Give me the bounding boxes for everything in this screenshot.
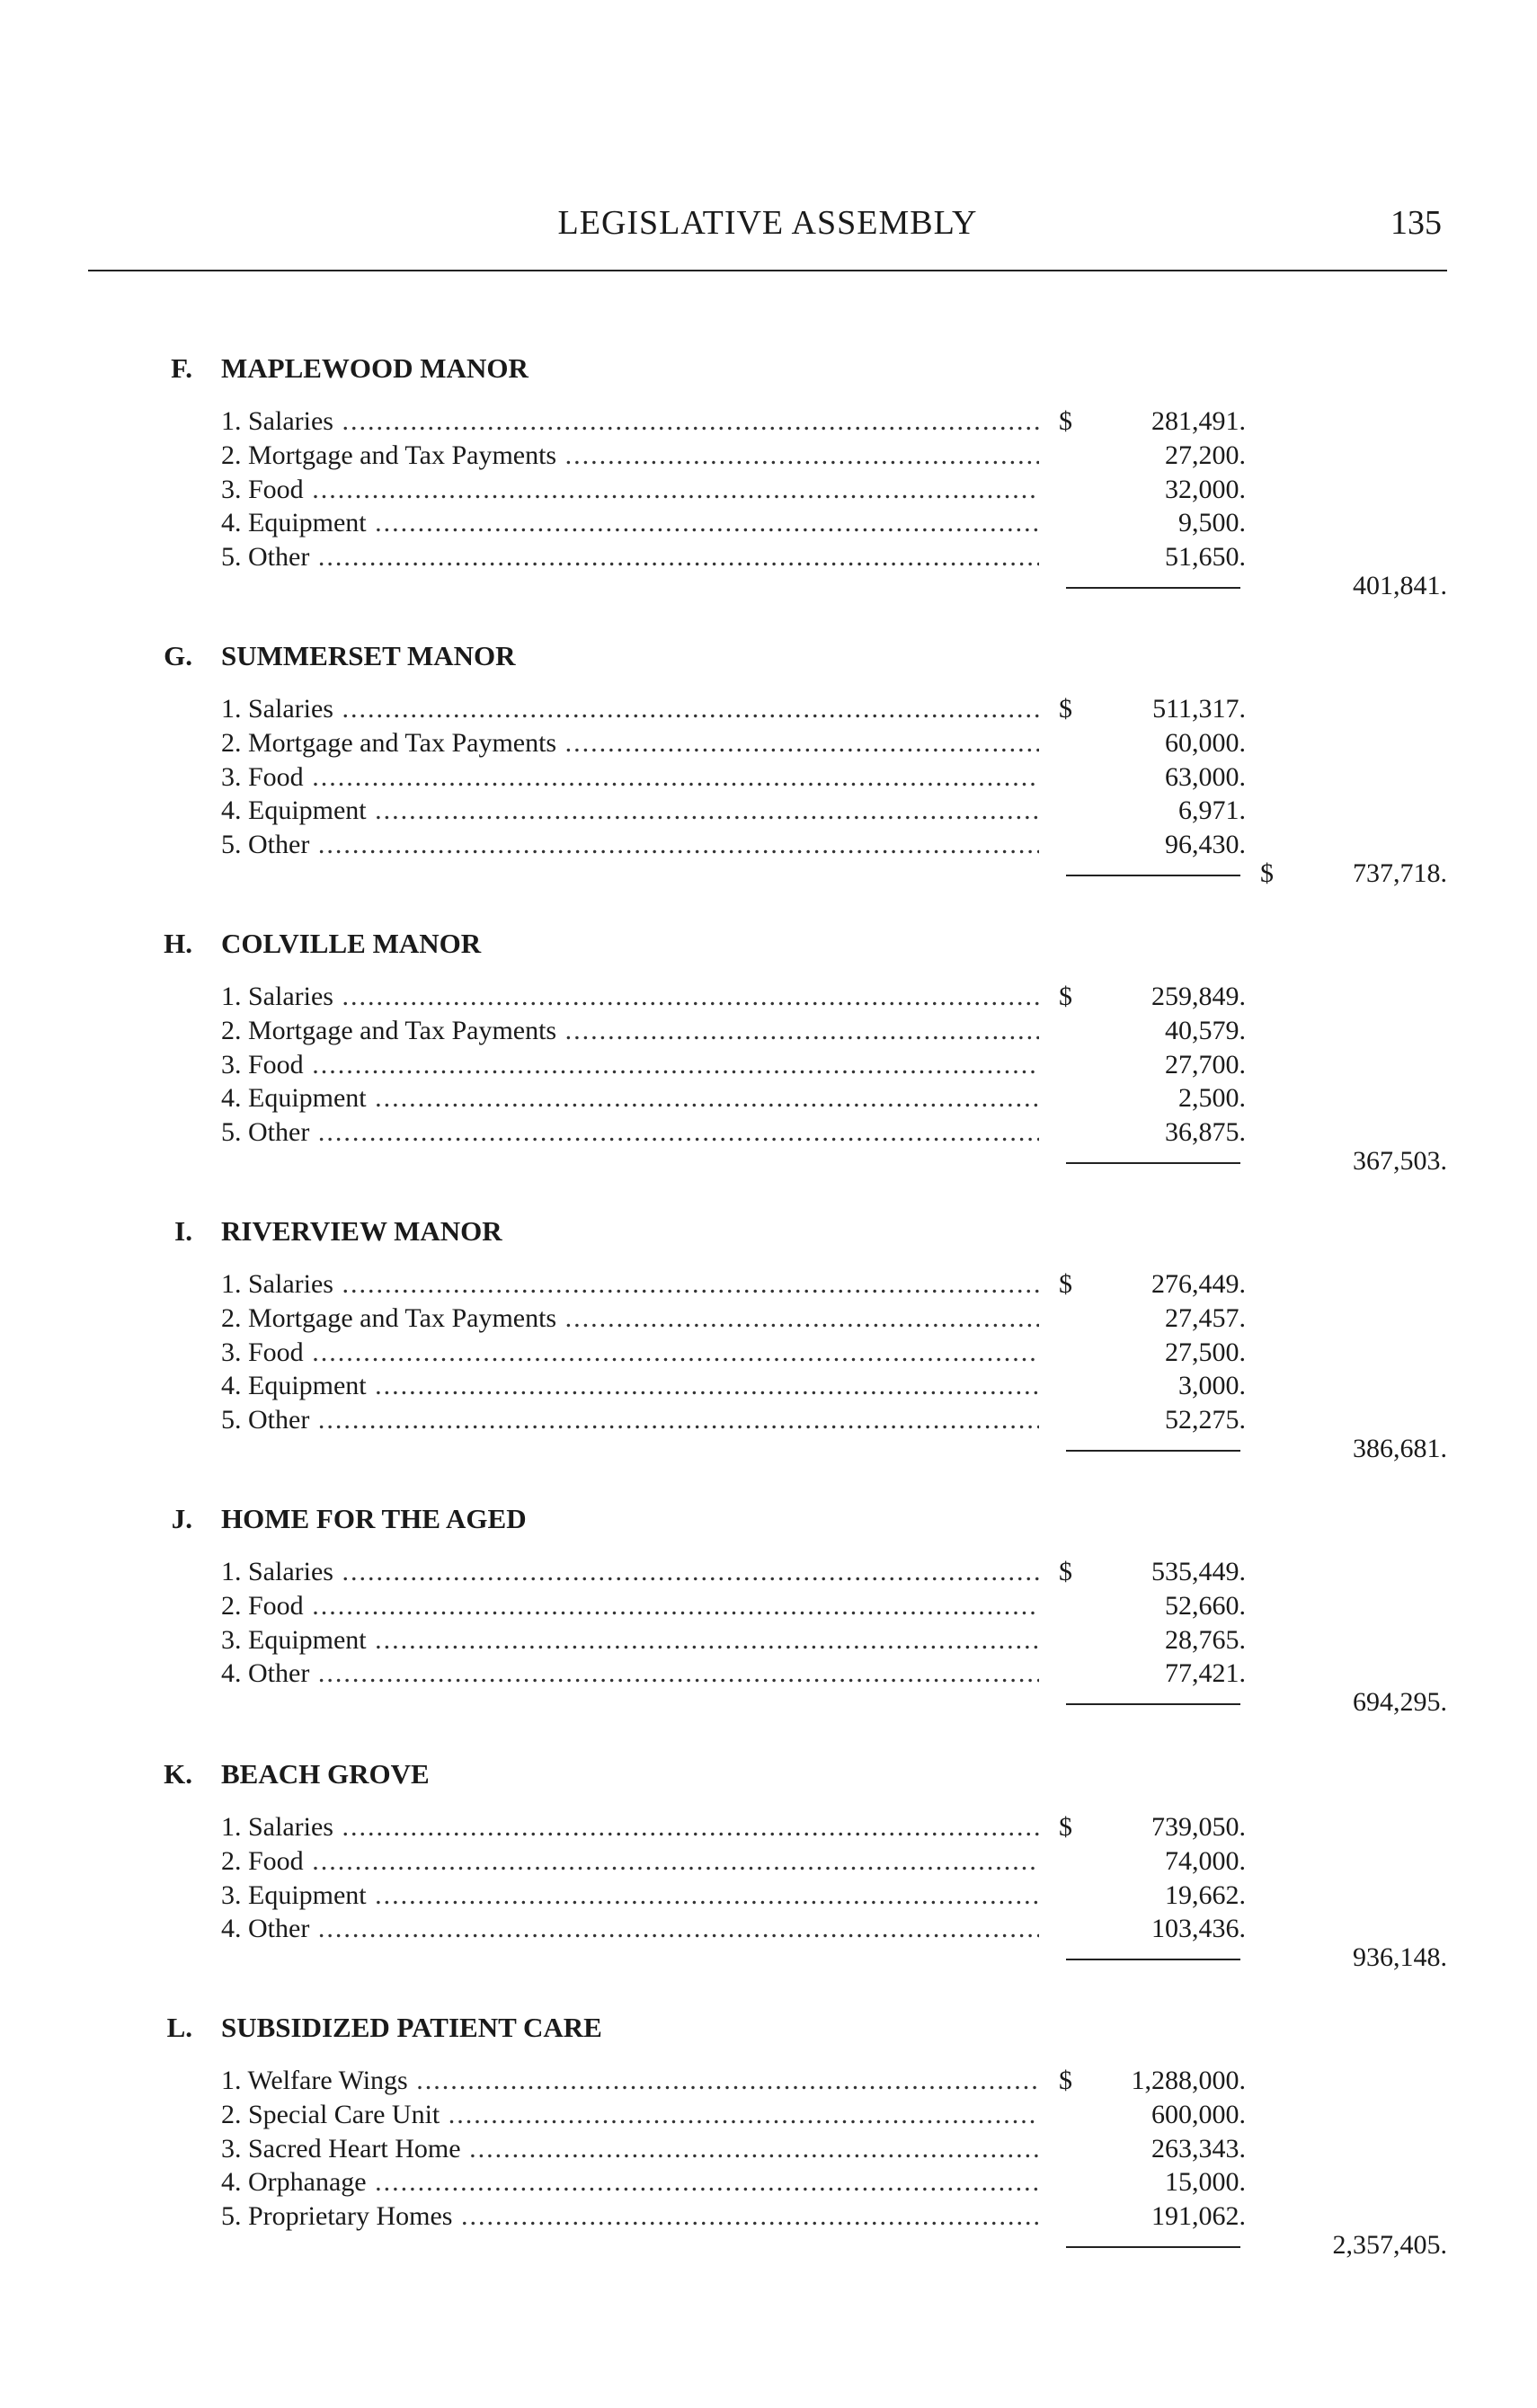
line-item-amount: 535,449.	[1151, 1557, 1246, 1586]
line-item	[221, 1302, 1246, 1336]
line-item	[221, 1912, 1246, 1946]
section-letter: J.	[171, 1503, 192, 1534]
dollar-sign: $	[1059, 2066, 1072, 2095]
line-item	[221, 828, 1246, 862]
page-number: 135	[1390, 204, 1442, 242]
page-title: LEGISLATIVE ASSEMBLY	[557, 204, 978, 242]
line-item-label: 4. Equipment .....	[221, 794, 1039, 828]
line-item-label: 5. Other .....	[221, 1115, 1039, 1150]
line-item-label: 4. Other .....	[221, 1657, 1039, 1691]
line-item	[221, 439, 1246, 473]
line-item	[221, 726, 1246, 760]
line-item-amount: 27,700.	[1165, 1049, 1246, 1080]
line-item	[221, 2132, 1246, 2166]
line-item-amount: 259,849.	[1151, 982, 1246, 1011]
line-item-label: 1. Salaries .....	[221, 1267, 1039, 1302]
line-item-amount: 600,000.	[1151, 2099, 1246, 2129]
line-item	[221, 1879, 1246, 1913]
subtotal-rule	[1066, 2246, 1240, 2248]
line-item-label: 2. Mortgage and Tax Payments .....	[221, 1014, 1039, 1048]
line-item-amount: 28,765.	[1165, 1624, 1246, 1655]
subtotal-rule	[1066, 1162, 1240, 1164]
line-item	[221, 1555, 1246, 1589]
line-item-amount: 15,000.	[1165, 2167, 1246, 2198]
line-item-amount: 27,500.	[1165, 1337, 1246, 1367]
line-item-amount: 60,000.	[1165, 727, 1246, 758]
dollar-sign: $	[1059, 1812, 1072, 1842]
line-item-amount: 77,421.	[1165, 1658, 1246, 1689]
page-header	[88, 203, 1447, 257]
line-item	[221, 404, 1246, 439]
line-item	[221, 1115, 1246, 1150]
line-item-amount: 32,000.	[1165, 474, 1246, 504]
section-total: 2,357,405.	[1332, 2230, 1447, 2261]
section-total: 694,295.	[1353, 1687, 1447, 1718]
line-item	[221, 1369, 1246, 1403]
line-item-amount: 9,500.	[1178, 508, 1246, 538]
section-title: RIVERVIEW MANOR	[221, 1215, 502, 1247]
line-item-amount: 6,971.	[1178, 795, 1246, 826]
line-item	[221, 760, 1246, 795]
line-item-label: 2. Mortgage and Tax Payments .....	[221, 439, 1039, 473]
line-item-amount: 3,000.	[1178, 1371, 1246, 1401]
line-item-amount: 191,062.	[1151, 2201, 1246, 2232]
line-item-label: 4. Equipment .....	[221, 1081, 1039, 1115]
section-letter: F.	[171, 352, 192, 384]
line-item	[221, 1081, 1246, 1115]
line-item	[221, 1657, 1246, 1691]
line-item-label: 3. Food .....	[221, 1048, 1039, 1082]
line-item-amount: 1,288,000.	[1131, 2066, 1246, 2095]
section-letter: H.	[164, 928, 192, 959]
line-item-label: 4. Other .....	[221, 1912, 1039, 1946]
section-letter: G.	[164, 640, 192, 671]
line-item	[221, 980, 1246, 1014]
line-item-label: 5. Other .....	[221, 1403, 1039, 1437]
subtotal-rule	[1066, 875, 1240, 876]
line-item	[221, 1014, 1246, 1048]
line-item-label: 3. Food .....	[221, 473, 1039, 507]
header-rule	[88, 270, 1447, 271]
subtotal-rule	[1066, 587, 1240, 589]
line-item-label: 4. Equipment .....	[221, 506, 1039, 540]
section-total: 367,503.	[1353, 1146, 1447, 1177]
line-item-amount: 511,317.	[1152, 694, 1246, 724]
section-total: 401,841.	[1353, 571, 1447, 601]
dollar-sign: $	[1059, 694, 1072, 724]
line-item-label: 1. Salaries .....	[221, 980, 1039, 1014]
line-item-amount: 52,275.	[1165, 1405, 1246, 1435]
line-item-amount: 103,436.	[1151, 1914, 1246, 1944]
dollar-sign: $	[1059, 406, 1072, 436]
line-item-amount: 51,650.	[1165, 542, 1246, 573]
section-title: HOME FOR THE AGED	[221, 1503, 527, 1534]
line-item	[221, 1336, 1246, 1370]
line-item-amount: 27,457.	[1165, 1302, 1246, 1333]
line-item-label: 2. Food .....	[221, 1589, 1039, 1623]
line-item-amount: 281,491.	[1151, 406, 1246, 436]
line-item-label: 2. Food .....	[221, 1844, 1039, 1879]
line-item	[221, 1589, 1246, 1623]
line-item	[221, 1810, 1246, 1844]
line-item-label: 1. Salaries .....	[221, 404, 1039, 439]
total-dollar-sign: $	[1260, 858, 1274, 889]
line-item-label: 5. Other .....	[221, 828, 1039, 862]
line-item-amount: 739,050.	[1151, 1812, 1246, 1842]
section-title: COLVILLE MANOR	[221, 928, 482, 959]
line-item-label: 2. Special Care Unit .....	[221, 2098, 1039, 2132]
line-item	[221, 2098, 1246, 2132]
section-total: 737,718.	[1353, 858, 1447, 889]
line-item-amount: 36,875.	[1165, 1117, 1246, 1148]
dollar-sign: $	[1059, 1269, 1072, 1299]
section-letter: K.	[164, 1758, 192, 1790]
line-item-label: 2. Mortgage and Tax Payments .....	[221, 1302, 1039, 1336]
line-item-amount: 63,000.	[1165, 761, 1246, 792]
line-item-label: 3. Equipment .....	[221, 1623, 1039, 1657]
line-item	[221, 540, 1246, 574]
section-letter: L.	[166, 2012, 192, 2043]
line-item	[221, 794, 1246, 828]
line-item-amount: 2,500.	[1178, 1083, 1246, 1114]
section-total: 936,148.	[1353, 1942, 1447, 1973]
line-item-label: 1. Salaries .....	[221, 692, 1039, 726]
line-item-amount: 52,660.	[1165, 1590, 1246, 1621]
subtotal-rule	[1066, 1703, 1240, 1705]
dollar-sign: $	[1059, 982, 1072, 1011]
section-total: 386,681.	[1353, 1434, 1447, 1464]
line-item	[221, 506, 1246, 540]
line-item	[221, 2165, 1246, 2199]
line-item-label: 4. Orphanage .....	[221, 2165, 1039, 2199]
line-item-amount: 27,200.	[1165, 440, 1246, 470]
line-item-amount: 40,579.	[1165, 1015, 1246, 1045]
line-item	[221, 1267, 1246, 1302]
line-item	[221, 1048, 1246, 1082]
section-title: BEACH GROVE	[221, 1758, 430, 1790]
line-item-label: 3. Sacred Heart Home .....	[221, 2132, 1039, 2166]
line-item	[221, 1623, 1246, 1657]
line-item	[221, 1403, 1246, 1437]
line-item-amount: 263,343.	[1151, 2133, 1246, 2164]
line-item-label: 4. Equipment .....	[221, 1369, 1039, 1403]
line-item-label: 1. Welfare Wings .....	[221, 2064, 1039, 2098]
line-item-label: 3. Food .....	[221, 1336, 1039, 1370]
section-letter: I.	[174, 1215, 192, 1247]
line-item	[221, 692, 1246, 726]
line-item-label: 3. Equipment .....	[221, 1879, 1039, 1913]
subtotal-rule	[1066, 1959, 1240, 1960]
section-title: SUBSIDIZED PATIENT CARE	[221, 2012, 602, 2043]
line-item-label: 2. Mortgage and Tax Payments .....	[221, 726, 1039, 760]
line-item-amount: 276,449.	[1151, 1269, 1246, 1299]
subtotal-rule	[1066, 1450, 1240, 1452]
line-item-label: 1. Salaries .....	[221, 1555, 1039, 1589]
line-item	[221, 1844, 1246, 1879]
line-item	[221, 473, 1246, 507]
line-item-label: 5. Proprietary Homes .....	[221, 2199, 1039, 2234]
line-item	[221, 2199, 1246, 2234]
line-item-amount: 74,000.	[1165, 1845, 1246, 1876]
line-item-label: 1. Salaries .....	[221, 1810, 1039, 1844]
line-item-amount: 19,662.	[1165, 1879, 1246, 1910]
line-item	[221, 2064, 1246, 2098]
line-item-amount: 96,430.	[1165, 830, 1246, 860]
line-item-label: 3. Food .....	[221, 760, 1039, 795]
section-title: MAPLEWOOD MANOR	[221, 352, 529, 384]
section-title: SUMMERSET MANOR	[221, 640, 516, 671]
line-item-label: 5. Other .....	[221, 540, 1039, 574]
dollar-sign: $	[1059, 1557, 1072, 1586]
